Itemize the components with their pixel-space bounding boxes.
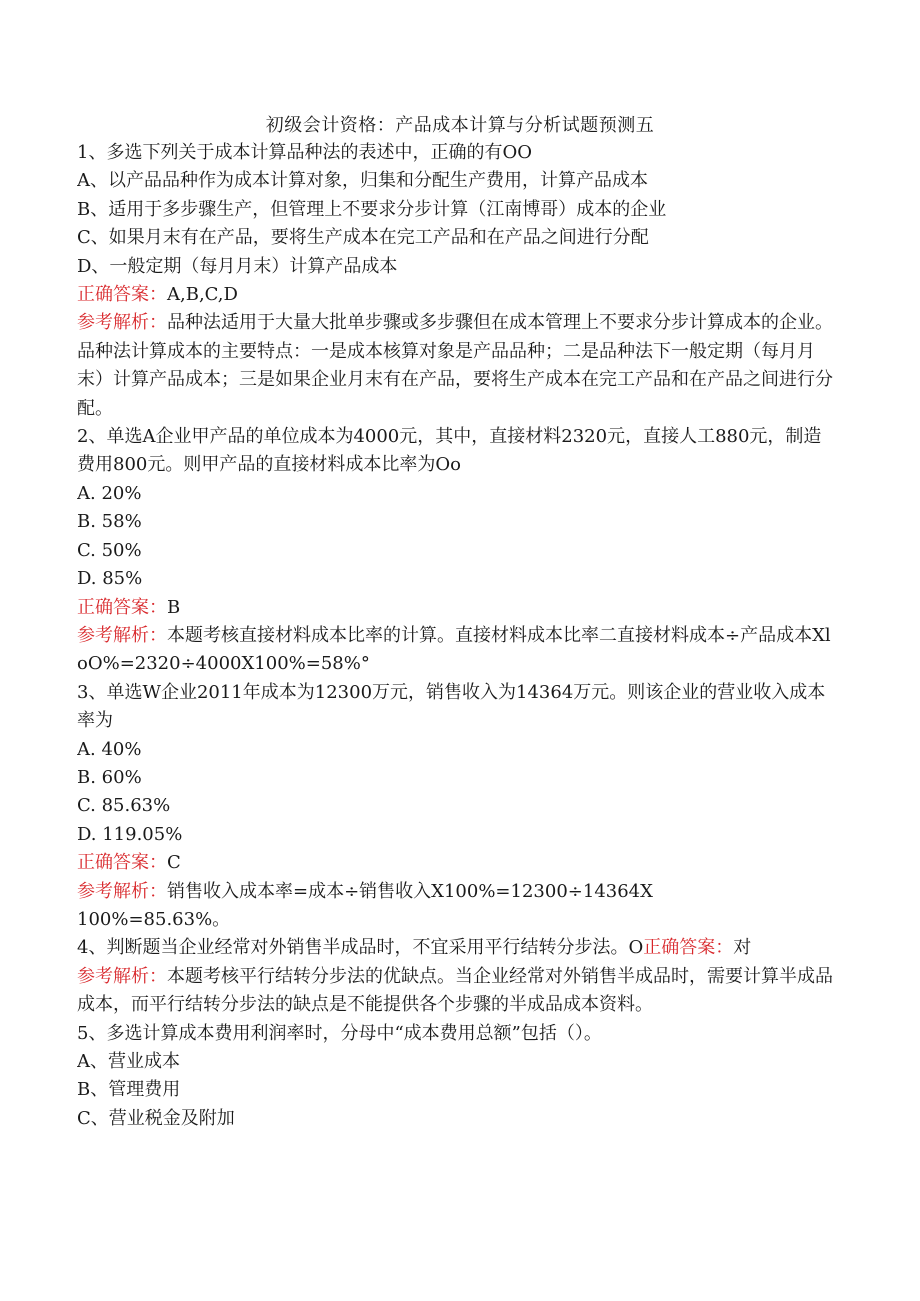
q1-option-b: B、适用于多步骤生产，但管理上不要求分步计算（江南博哥）成本的企业 xyxy=(77,198,667,220)
q4-stem: 4、判断题当企业经常对外销售半成品时，不宜采用平行结转分步法。O xyxy=(77,937,644,959)
q3-option-d: D. 119.05% xyxy=(77,823,183,845)
q1-option-a: A、以产品品种作为成本计算对象，归集和分配生产费用，计算产品成本 xyxy=(77,170,648,192)
analysis-label: 参考解析： xyxy=(77,965,167,987)
q4-analysis-row xyxy=(77,963,837,1020)
q4-stem-row xyxy=(77,934,837,962)
q1-option-c: C、如果月末有在产品，要将生产成本在完工产品和在产品之间进行分配 xyxy=(77,227,649,249)
q3-answer-row xyxy=(77,849,837,877)
q3-option-b: B. 60% xyxy=(77,766,142,788)
answer-label: 正确答案： xyxy=(77,852,167,874)
q1-answer: A,B,C,D xyxy=(167,284,238,306)
q2-option-a: A. 20% xyxy=(77,482,142,504)
q3-analysis-line1: 销售收入成本率=成本÷销售收入X100%=12300÷14364X xyxy=(167,880,653,902)
q4-analysis: 本题考核平行结转分步法的优缺点。当企业经常对外销售半成品时，需要计算半成品成本，而平行结转分步法的缺点是不能提供各个步骤的半成品成本资料。 xyxy=(77,965,833,1016)
q5-stem: 5、多选计算成本费用利润率时，分母中“成本费用总额”包括（）。 xyxy=(77,1022,602,1044)
q2-option-c: C. 50% xyxy=(77,539,142,561)
q2-option-b: B. 58% xyxy=(77,511,142,533)
q4-answer: 对 xyxy=(733,937,752,959)
q1-analysis-row xyxy=(77,309,837,423)
q1-analysis: 品种法适用于大量大批单步骤或多步骤但在成本管理上不要求分步计算成本的企业。品种法计算成本的主要特点：一是成本核算对象是产品品种；二是品种法下一般定期（每月月末）计算产品成本；三是如果企业月末有在产品，要将生产成本在完工产品和在产品之间进行分配。 xyxy=(77,312,833,419)
q2-option-d: D. 85% xyxy=(77,568,143,590)
q3-stem: 3、单选W企业2011年成本为12300万元，销售收入为14364万元。则该企业的营业收入成本率为 xyxy=(77,681,826,732)
q1-answer-row xyxy=(77,281,837,309)
q3-option-a: A. 40% xyxy=(77,738,142,760)
answer-label: 正确答案： xyxy=(77,596,167,618)
answer-label: 正确答案： xyxy=(643,937,734,959)
answer-label: 正确答案： xyxy=(77,284,167,306)
q2-answer-row xyxy=(77,594,837,622)
q3-analysis-line2: 100%=85.63%。 xyxy=(77,908,231,930)
q2-analysis-row xyxy=(77,622,837,679)
q5-option-a: A、营业成本 xyxy=(77,1051,180,1072)
q2-answer: B xyxy=(167,596,181,618)
analysis-label: 参考解析： xyxy=(77,312,167,334)
q1-option-d: D、一般定期（每月月末）计算产品成本 xyxy=(77,255,398,277)
q2-stem: 2、单选A企业甲产品的单位成本为4000元，其中，直接材料2320元，直接人工880元，制造费用800元。则甲产品的直接材料成本比率为Oo xyxy=(77,426,822,476)
q3-answer: C xyxy=(167,852,181,874)
q3-analysis-row xyxy=(77,878,837,906)
q5-option-b: B、管理费用 xyxy=(77,1079,181,1101)
analysis-label: 参考解析： xyxy=(77,880,167,902)
q2-analysis: 本题考核直接材料成本比率的计算。直接材料成本比率二直接材料成本÷产品成本XloO%=2320÷4000X100%=58%° xyxy=(77,624,831,675)
analysis-label: 参考解析： xyxy=(77,624,167,646)
q5-option-c: C、营业税金及附加 xyxy=(77,1107,235,1129)
document-body xyxy=(77,139,837,1133)
document-title: 初级会计资格：产品成本计算与分析试题预测五 xyxy=(265,115,655,136)
q3-option-c: C. 85.63% xyxy=(77,795,171,817)
q1-stem: 1、多选下列关于成本计算品种法的表述中，正确的有OO xyxy=(77,142,532,163)
